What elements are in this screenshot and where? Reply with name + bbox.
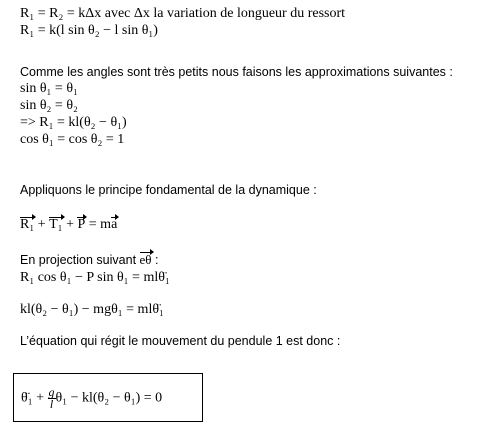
vector-r1: R₁ bbox=[20, 217, 35, 232]
equation-r1-expanded: R₁ = k(l sin θ₂ − l sin θ₁) bbox=[20, 23, 158, 38]
approx-r1-result: => R₁ = kl(θ₂ − θ₁) bbox=[20, 115, 127, 130]
theta-double-dot: θ̈₁ bbox=[21, 390, 33, 406]
vector-equation bbox=[20, 217, 117, 233]
equals-m: = m bbox=[85, 217, 112, 232]
vector-p: P bbox=[77, 217, 86, 232]
approx-sin-theta2: sin θ₂ = θ₂ bbox=[20, 98, 78, 113]
projection-equation-2: kl(θ₂ − θ₁) − mgθ₁ = mlθ̈₁ bbox=[20, 302, 164, 317]
plus-sign: + bbox=[34, 217, 50, 232]
final-equation-rest: θ₁ − kl(θ₂ − θ₁) = 0 bbox=[55, 390, 163, 406]
approx-cos: cos θ₁ = cos θ₂ = 1 bbox=[20, 132, 125, 147]
projection-colon: : bbox=[151, 253, 159, 267]
fraction-g-over-l bbox=[48, 387, 56, 410]
equation-r1-r2: R₁ = R₂ = kΔx avec Δx la variation de longueur du ressort bbox=[20, 6, 346, 21]
projection-text: En projection suivant bbox=[20, 253, 137, 267]
conclusion-intro: L’équation qui régit le mouvement du pendule 1 est donc : bbox=[20, 334, 341, 348]
pfd-intro: Appliquons le principe fondamental de la dynamique : bbox=[20, 183, 317, 197]
projection-line bbox=[20, 252, 158, 268]
approximations-intro: Comme les angles sont très petits nous faisons les approximations suivantes : bbox=[20, 65, 453, 79]
vector-a: a bbox=[111, 217, 118, 232]
vector-t1: T₁ bbox=[49, 217, 63, 232]
fraction-numerator: g bbox=[48, 385, 55, 399]
plus-sign: + bbox=[62, 217, 78, 232]
vector-e-theta: eθ bbox=[139, 252, 152, 267]
final-equation bbox=[21, 387, 162, 410]
approx-sin-theta1: sin θ₁ = θ₁ bbox=[20, 81, 78, 96]
plus-sign: + bbox=[32, 390, 48, 406]
projection-equation-1: R₁ cos θ₁ − P sin θ₁ = mlθ̈₁ bbox=[20, 270, 170, 285]
fraction-denominator: l bbox=[49, 397, 54, 411]
